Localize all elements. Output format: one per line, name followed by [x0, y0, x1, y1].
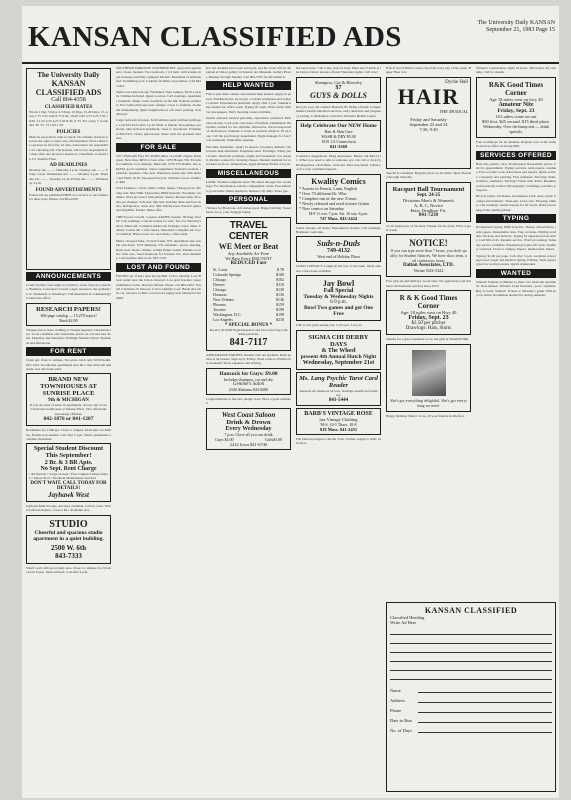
sigma-chi-ad: SIGMA CHI DERBY DAYS & The Wheel present 4th Annual Hutch Night Wednesday, September 21st	[296, 330, 381, 370]
form-field-label: Phone	[390, 708, 402, 713]
ad-write-line[interactable]	[390, 654, 552, 662]
section-lost-and-found: LOST AND FOUND	[116, 263, 201, 272]
section-miscellaneous: MISCELLANEOUS	[206, 169, 291, 178]
special-discount-ad: Special Student Discount This September! 2 Br. & 3 BR Apts. No Sept. Rent Charge • All Electric • Large Closets • Free Campus Transportation • Indoor Pool • Excellent Maintenance Services DON'T WAIT. CALL TODAY FOR DETAILS! Jayhawk West	[26, 443, 111, 501]
hair-salon-ad: Help Celebrate Our NEW Home Hair & Skin Care WASH & DRY $5.00 1019 1/2 Connecticut 841-5569	[296, 120, 381, 152]
form-field-input[interactable]	[418, 706, 552, 713]
guys-and-dolls-ad: Shampoo, Cut & Blowdry $7 GUYS & DOLLS	[296, 77, 381, 103]
form-field-label: Date to Run	[390, 718, 412, 723]
fare-price: $ 78	[277, 266, 284, 272]
form-field-row	[390, 693, 552, 703]
fare-price: $146	[276, 296, 284, 302]
column-4: Personal notes: Call today. Ask for Don. Meet new friends at the Union. Dance lessons offered Thursday nights. Call now! Shampoo, Cut & Blowdry $7 GUYS & DOLLS Recycle your old clothes! Haircuts $5. Bring a friend. Comprehensive health education services, early detection and pregnancy testing. Confidential. Lawrence Women's Health Center. Help Celebrate Our NEW Home Hair & Skin Care WASH & DRY $5.00 1019 1/2 Connecticut 841-5569 Counselor suggestions. Drug Awareness. Please call 842-1211. When you need to talk to someone you can call or drop by Headquarters, 1419 Mass., 24 hours. Paid reasonable. Thank you for your continued support. Kwality Comics * Asterix in French, Latin, English * Over 70 different Dr. Who * Complete run of the new X-men * Newly released and used science fiction * New comics on Saturday M-F 11 a.m.-7 p.m. Sat. 10 a.m.-6 p.m. 747 Mass. 843-2424 Guitar lessons, all styles. Experienced teacher. Call evenings. Beginners welcome. Suds-n-Duds 749-4132 West end of Holiday Plaza GOOD CONTACT: Laugh all the way to the bank. Study smarter. Class notes available. Jay Bowl Fall Special Tuesday & Wednesday Nights 6-9 p.m. Bowl Two games and get One Free CM: It was great seeing you. Call soon, Love, K. SIGMA CHI DERBY DAYS & The Wheel present 4th Annual Hutch Night Wednesday, September 21st Ms. Lang Psychic Tarot Card Reader Answers all questions on love, marriage, health and business. 841-5444 BARB'S VINTAGE ROSE has Vintage Clothing M-S, 10-5 Thurs. 10-8 818 Mass. 841-2451 Fall bed-hop-begun to decide. Your Clothes. Apply to ASK 10th floor.	[296, 66, 381, 445]
form-field-row	[390, 683, 552, 693]
fare-list	[209, 266, 288, 323]
fare-city: New Orleans	[213, 296, 234, 302]
form-field-label: Address	[390, 698, 405, 703]
photo-personal-ad: She's got everything delightful, She's got everything we need.	[386, 344, 471, 412]
fare-city: Toronto	[213, 306, 226, 312]
column-3: KU Art students have been surveyed, and the work will be displayed at Union gallery in Spencer Art Museum. Gallery Hours Tuesday through Sunday. Call 864-3335 for information. HELP WANTED Full or part time counter and kitchen help needed. Apply in person. Flexible hours. Good pay. Cocktail waitresses and waiters wanted. Experienced preferred. Apply after 3 p.m. Student help needed for office work. Typing 40 wpm. Work study. Deliver newspapers. Early morning routes available. Dental assistant needed part-time, experience preferred. Earn extra money, work your own hours. Excellent commission. Babysitter wanted for two children, afternoons. Own transportation. References. Students to work as research subjects. $5 an hour. Call the psychology department. Night manager for fast food restaurant. Immediate opening. Part-time bartenders. Apply in person. Lawrence Athletic Club needs desk attendants. Telephone sales. Evenings. Salary plus bonus. Janitorial positions, nights and weekends. Car needed. Models wanted for drawing classes. Student assistant for recreation services. Waitpersons, apply Monday-Friday 2-4 p.m. MISCELLANEOUS LOOK: Student computer users! Be smart through free workshops. For information call the computation center. Free kittens to good home. Rides needed to Kansas City daily. Share gas. PERSONAL I'm here for Bouvious. All stories good. Happy birthday Sweetheart. Love, your Snuggle bunny. TRAVEL CENTER WE Meet or Beat Any Available Air Fare We Have Every DISCOUNT REDUCED Fare St. Louis $ 78 Colorado Springs $100 Chicago $102 Denver $118 Chicago $130 Houston $136 New Orleans $146 Phoenix $159 Toronto $199 Washington, D.C. $198 Los Angeles $218 * SPECIAL BONUS * Receive $15,000 flight insurance and free travel bag with ticket purchase. 841-7117 APPEARANCE PARTIES: Parents who are students. Rush parties at all houses. Sign up by Friday. Need a ride to Wichita this weekend? Share expenses and driving. Hancock for Guys: $9.00 Includes shampoo, cut and dry Gemine's Salon 2340 Alabama 843-6080 Congratulations to the new pledge class. Have a great semester! West Coast Saloon Drink & Drown Every Wednesday 7 p.m. Close all you can drink Guys $4.00 Girls$3.00 2222 Iowa 841-6740	[206, 66, 291, 796]
form-field-input[interactable]	[418, 686, 552, 693]
portrait-photo	[412, 350, 446, 396]
column-1: The University Daily KANSAN CLASSIFIED ADS Call 864-4358 CLASSIFIED RATES Words 1 Day 3 Days 4-5 Days 10 Days 15-20 Days. 15 or less 1.75 3.35 4.60 6.75 9.50. 16-20 2.00 3.75 5.25 7.50 10.50. 21-25 2.25 4.25 5.90 8.40 11.75. For every 5 words add .30 .55 .75 1.00 1.50. POLICIES Must be pre-paid in cash or check. No refunds. Kansan reserves the right to reject any advertisement. Errors must be reported on first day ad runs. Advertisers are responsible for checking ads. The Kansan will not be responsible for more than one incorrect insertion. Classifieds accepted in 111 Stauffer-Flint. AD DEADLINES Monday ads .......... Thursday 4 p.m. Tuesday ads .......... Friday 4 p.m. Wednesday ads .......... Monday 4 p.m. Thursday ads .......... Tuesday 4 p.m. Friday ads .......... Wednesday 4 p.m. FOUND ADVERTISEMENTS Found ads are published FREE as a service to our readers for three days. Please call 864-4358. ANNOUNCEMENTS Cohab Update: Last night at Gordon's. Great class in Lawrence. Brothers, Lawrence's lowest wages announce the graduation of. Weekends or Weekdays: Call Interested in volunteering? Contact the office. RESEARCH PAPERS! 306-page catalog — 15,278 topics! Rush $2.00 Vintage and re-issue clothing at Vintage Apparel. Cleanbriskcrest. Good condition and reasonable prices on old and new items. Mondays and Saturdays. Eldridge Student Union. Weekends and afternoons. FOR RENT Clean apt. close to campus. Two-plex. Girls only $250 month. 843-1234. Townhouse apartments near KU. One bedroom and study. Gas and water paid. BRAND NEW TOWNHOUSES AT SUNRISE PLACE 9th & MICHIGAN If you are tired of noise in apartments, choose one of our 2 bedroom townhouses at Sunrise Place. Very affordable and energy efficient. 842-1876 or 841-1287 Roommate for 2 BR apt. Close to campus. $140 plus 1/2 utilities. Female non-smoker. Call after 5 p.m. Studio apartments available, furnished. Special Student Discount This September! 2 Br. & 3 BR Apts. No Sept. Rent Charge • All Electric • Large Closets • Free Campus Transportation • Indoor Pool • Excellent Maintenance Services DON'T WAIT. CALL TODAY FOR DETAILS! Jayhawk West Jayhawk Mini Storage. All sizes available. Call for rates. New 2 bedroom duplex, close to KU. Available now. STUDIO Cheerful and spacious studio apartment in a quiet building. 2500 W. 6th 843-7333 Small room with good study area. Close to campus, two blocks from Union. Share kitchen. Call after 6 p.m.	[26, 66, 111, 796]
form-field-input[interactable]	[418, 696, 552, 703]
form-field-row	[390, 713, 552, 723]
west-coast-saloon-ad: West Coast Saloon Drink & Drown Every Wednesday 7 p.m. Close all you can drink Guys $4.00 Girls$3.00 2222 Iowa 841-6740	[206, 408, 291, 450]
fare-price: $102	[276, 276, 284, 282]
form-fields	[390, 683, 552, 733]
ad-write-line[interactable]	[390, 645, 552, 653]
kwality-item-list	[299, 186, 378, 212]
section-wanted: WANTED	[476, 269, 556, 278]
column-5: R & K Good Times Corner. Specials every day of the week. Happy Hour 4-6. Dyche Hall HAIR THE MUSICAL Friday and Saturday September 23 and 24 7:30, 9:30 Special for students. Bargain prices on all items. Open Tuesday through Saturday. Racquet Ball Tournament Sept. 24-25 Divisions Men's & Women's A, B, C, Novice Entry Deadline: Fri. 841-7230 To all employees of Security. Thanks for the party. Have a great week. NOTICE! If you can type more than 7 hours, you don't qualify for Student Salaries. We have short term, and continuous hours Dalton Associates, LTD. Vernie 843-3322 Free pick-up and delivery. Good rates. We appreciate your business. Professional services since 1970. R & K Good Times Corner Age: 18 miles west on Hwy 40 Friday, Sept. 23 $2.50 per pitcher Drawings: Hats, Shirts Thanks for a great weekend. Love, the girls at Naismith Hall. She's got everything delightful, She's got everything we need. Happy birthday Sheryl. Love, all your friends in 4th floor.	[386, 66, 471, 418]
rk-amateur-nite-ad: R&K Good Times Corner Age 18 miles west on hwy 40 Amateur Nite Friday, Sept. 23 16 Ladies come on out $50 first. $25 second. $15 third place. Wednesday: Over the hump nite — drink specials.	[476, 77, 556, 138]
kwality-item: * Complete run of the new X-men	[299, 196, 357, 202]
rates-box: The University Daily KANSAN CLASSIFIED ADS Call 864-4358 CLASSIFIED RATES Words 1 Day 3 Days 4-5 Days 10 Days 15-20 Days. 15 or less 1.75 3.35 4.60 6.75 9.50. 16-20 2.00 3.75 5.25 7.50 10.50. 21-25 2.25 4.25 5.90 8.40 11.75. For every 5 words add .30 .55 .75 1.00 1.50. POLICIES Must be pre-paid in cash or check. No refunds. Kansan reserves the right to reject any advertisement. Errors must be reported on first day ad runs. Advertisers are responsible for checking ads. The Kansan will not be responsible for more than one incorrect insertion. Classifieds accepted in 111 Stauffer-Flint. AD DEADLINES Monday ads .......... Thursday 4 p.m. Tuesday ads .......... Friday 4 p.m. Wednesday ads .......... Monday 4 p.m. Thursday ads .......... Tuesday 4 p.m. Friday ads .......... Wednesday 4 p.m. FOUND ADVERTISEMENTS Found ads are published FREE as a service to our readers for three days. Please call 864-4358.	[26, 68, 111, 270]
newspaper-page	[22, 6, 559, 798]
ad-write-line[interactable]	[390, 627, 552, 635]
page-title: KANSAN CLASSIFIED ADS	[28, 21, 402, 53]
notice-ad: NOTICE! If you can type more than 7 hours, you don't qualify for Student Salaries. We have short term, and continuous hours Dalton Associates, LTD. Vernie 843-3322	[386, 234, 471, 277]
form-field-row	[390, 723, 552, 733]
fare-city: Chicago	[213, 276, 227, 282]
masthead-meta: The University Daily KANSAN September 21, 1983 Page 15	[477, 20, 555, 33]
column-6: Winner's Laundromat. Open 24 hours. Drive-thru dry cleaning. Call for details. R&K Good Times Corner Age 18 miles west on hwy 40 Amateur Nite Friday, Sept. 23 16 Ladies come on out $50 first. $25 second. $15 third place. Wednesday: Over the hump nite — drink specials. Free workshops for all students. Register now at the student services office in Strong Hall. SERVICES OFFERED Hair cuts, perms, color. Professional. Reasonable prices. Call for appointment. Typing services, term papers, resumes. Fast accurate work. Alterations and repairs. Quick service. Carpentry and painting. Free estimates. Tutoring: math, statistics, chemistry. Moving? Truck with driver. Resumes professionally written. Photography: weddings, portraits, passports. Bicycle repair. All makes. Guaranteed work. Auto repair. Foreign and domestic. Tune-ups. Lawn care. Mowing, raking. Call evenings. Guitar lessons for all levels. Word processing, letter quality printer. TYPING Professional typing, IBM Selectric. Theses, dissertations, term papers. Reasonable rates. Fast, accurate. Editing available. Pick-up and delivery. Typing by experienced secretary. Call 843-2145. Resume service. Word processing. Same day service available. Experienced typist, 90 wpm. Spelling corrected. Close to campus. Papers, manuscripts, letters. Typing. $1.00 per page. Call after 5 p.m. Graduate school approved. Legal and medical typing. Editing. Term papers typed on word processor. Quick turnaround. WANTED Wanted: Female roommate to share two bedroom apartment. Non-smoker. Wanted: Used furniture, good condition. Buy or trade. Wanted: Tickets to Saturday's game. Will pay top dollar. Roommate needed for spring semester.	[476, 66, 556, 297]
fare-price: $218	[276, 316, 284, 322]
column-2: SOUTHERN PARKWAY TOWNHOUSES: Approved apartments. Clean, modern. Two bedroom, 1 1/2 bath, with washer-dryer hookups and fully equipped kitchen. Furnished or unfurnished. Swimming pool. Laundry facilities on premises. Call 842-5454. Sublet one bedroom apt. Furnished. Near campus. $210 a month. Utilities included. Quiet location. Call evenings. Apartment available. Single room available on the hill. Female preferred. Two bedroom house near campus. Close to stadium. Available immediately. Quiet neighborhood, off-street parking. Pets allowed. Large bedroom in house. $140 utilities paid. Kitchen privileges. Call 843-0123 after 5 p.m. Male or female. Non-smoker preferred. One bedroom apartment, close to downtown. Furnished. 842-3311. Clean, quiet house. Share with two graduate students. FOR SALE 1971 Plymouth Fury III. 40,000 miles on rebuilt engine. Runs great. New tires. $650 or best offer. 1976 Honda 550. Excellent condition. Low mileage. Must sell. 1978 VW Rabbit. Air, AM/FM, good condition. Stereo equipment: Technics receiver, turntable, speakers. Like new. Waterbed, queen size with heater and frame. $125. Ten-speed bicycle. Schwinn. Good condition. $80. Used furniture: couch, chairs, tables, lamps. Cheap prices. Moving sale. 842-5566. Typewriter, IBM Selectric. Excellent condition. Word processor with printer. Stereo: Pioneer amp, 50 watts per channel. Sofa bed, like new. Kitchen table and four chairs. Refrigerator, dorm size. $65. Hardly used. Electric guitar and amplifier. Fender. Make offer. 1980 Toyota Corolla. 5 speed, AM/FM cassette. 38 mpg. $3,200. Call evenings. Concert tickets for sale. Two for Saturday's show. Must sell. Complete darkroom. Enlarger, trays, timer. Camera: Canon AE-1 with lenses. Waterbed. Complete set. Good condition. Hide-a-bed, two end tables, coffee table. Men's 10-speed bike, 25 inch frame. $75. Apartment size washer and dryer. 1974 Mustang, V8, automatic, power steering. Runs well. Stereo cabinet, walnut finish. Guitar. Yamaha acoustic with case. Used textbooks for Western Civ. and Chemistry. Call anytime after noon. 843-7128. LOST AND FOUND FOUND: set of keys near Strong Hall. Call to identify. Lost: Black wallet near the Union. Reward. Lost gold bracelet. Great sentimental value. Reward offered. Please call 864-2222. Found: Calculator in Wescoe. Call to identify. Lost: Black and white cat, answers to Max. Lost brown puppy near Memorial Stadium.	[116, 66, 201, 300]
sunrise-place-ad: BRAND NEW TOWNHOUSES AT SUNRISE PLACE 9th & MICHIGAN If you are tired of noise in apartments, choose one of our 2 bedroom townhouses at Sunrise Place. Very affordable and energy efficient. 842-1876 or 841-1287	[26, 373, 111, 426]
kwality-item: * Asterix in French, Latin, English	[299, 185, 358, 191]
hair-musical-ad: Dyche Hall HAIR THE MUSICAL Friday and Saturday September 23 and 24 7:30, 9:30	[386, 77, 471, 169]
travel-center-ad: TRAVEL CENTER WE Meet or Beat Any Available Air Fare We Have Every DISCOUNT REDUCED Fare St. Louis $ 78 Colorado Springs $100 Chicago $102 Denver $118 Chicago $130 Houston $136 New Orleans $146 Phoenix $159 Toronto $199 Washington, D.C. $198 Los Angeles $218 * SPECIAL BONUS * Receive $15,000 flight insurance and free travel bag with ticket purchase. 841-7117	[206, 217, 291, 351]
ad-write-line[interactable]	[390, 663, 552, 671]
studio-ad: STUDIO Cheerful and spacious studio apartment in a quiet building. 2500 W. 6th 843-7333	[26, 515, 111, 564]
section-typing: TYPING	[476, 214, 556, 223]
ad-write-grid[interactable]	[390, 627, 552, 680]
kwality-comics-ad: Kwality Comics * Asterix in French, Latin, English * Over 70 different Dr. Who * Complete run of the new X-men * Newly released and used science fiction * New comics on Saturday M-F 11 a.m.-7 p.m. Sat. 10 a.m.-6 p.m. 747 Mass. 843-2424	[296, 174, 381, 224]
ad-write-line[interactable]	[390, 636, 552, 644]
ad-write-line[interactable]	[390, 672, 552, 680]
section-announcements: ANNOUNCEMENTS	[26, 272, 111, 281]
fare-city: Denver	[213, 281, 225, 287]
fare-city: Los Angeles	[213, 316, 233, 322]
fare-city: Colorado Springs	[213, 271, 242, 277]
fare-city: Houston	[213, 291, 227, 297]
kwality-item: * New comics on Saturday	[299, 206, 345, 212]
racquetball-ad: Racquet Ball Tournament Sept. 24-25 Divisions Men's & Women's A, B, C, Novice Entry Deadline: Fri. 841-7230	[386, 182, 471, 222]
rk-good-times-ad: R & K Good Times Corner Age: 18 miles west on Hwy 40 Friday, Sept. 23 $2.50 per pitcher Drawings: Hats, Shirts	[386, 290, 471, 335]
barbs-vintage-rose-ad: BARB'S VINTAGE ROSE has Vintage Clothing M-S, 10-5 Thurs. 10-8 818 Mass. 841-2451	[296, 408, 381, 435]
kwality-item: * Over 70 different Dr. Who	[299, 190, 347, 196]
fare-price: $136	[276, 291, 284, 297]
kwality-item: * Newly released and used science fiction	[299, 201, 370, 207]
research-papers-ad: RESEARCH PAPERS! 306-page catalog — 15,278 topics! Rush $2.00	[26, 303, 111, 326]
form-field-label: No. of Days	[390, 728, 412, 733]
section-services-offered: SERVICES OFFERED	[476, 151, 556, 160]
form-field-row	[390, 703, 552, 713]
fare-city: St. Louis	[213, 266, 228, 272]
hancock-ad: Hancock for Guys: $9.00 Includes shampoo, cut and dry Gemine's Salon 2340 Alabama 843-6080	[206, 368, 291, 395]
fare-price: $130	[276, 286, 284, 292]
fare-city: Washington, D.C.	[213, 311, 242, 317]
form-field-label: Name	[390, 688, 401, 693]
fare-price: $100	[276, 271, 284, 277]
fare-price: $159	[276, 301, 284, 307]
section-for-sale: FOR SALE	[116, 143, 201, 152]
form-field-input[interactable]	[418, 726, 552, 733]
psychic-ad: Ms. Lang Psychic Tarot Card Reader Answers all questions on love, marriage, health and business. 841-5444	[296, 372, 381, 406]
fare-price: $118	[276, 281, 284, 287]
masthead	[22, 6, 559, 64]
suds-n-duds-ad: Suds-n-Duds 749-4132 West end of Holiday Plaza	[296, 236, 381, 262]
form-field-input[interactable]	[418, 716, 552, 723]
section-for-rent: FOR RENT	[26, 347, 111, 356]
fare-city: Chicago	[213, 286, 227, 292]
fare-row	[213, 317, 284, 322]
section-help-wanted: HELP WANTED	[206, 81, 291, 90]
classified-order-form: KANSAN CLASSIFIED Classified Heading Write Ad Here Name Address Phone Date to Run No. of Days	[386, 602, 556, 792]
fare-price: $199	[276, 306, 284, 312]
section-personal: PERSONAL	[206, 195, 291, 204]
fare-price: $198	[276, 311, 284, 317]
fare-city: Phoenix	[213, 301, 227, 307]
jay-bowl-ad: Jay Bowl Fall Special Tuesday & Wednesday Nights 6-9 p.m. Bowl Two games and get One Free	[296, 275, 381, 321]
